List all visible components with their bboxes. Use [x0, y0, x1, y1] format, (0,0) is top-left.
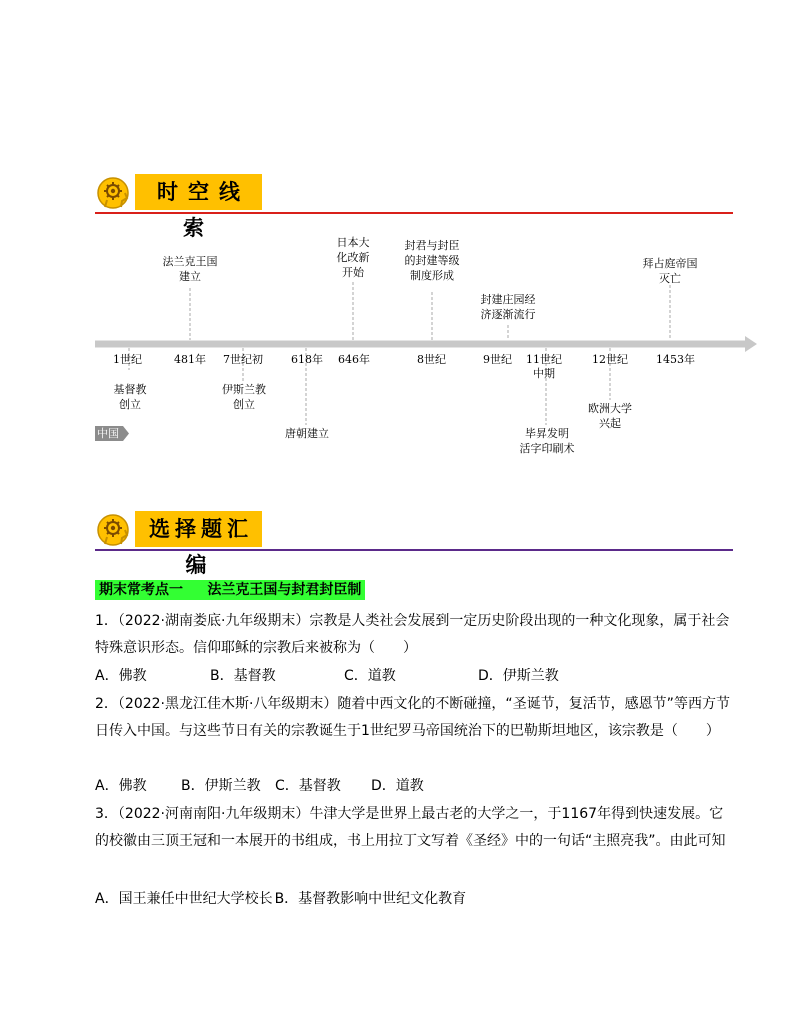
event-tang-dynasty: 唐朝建立 — [285, 427, 329, 440]
question-1: 1．（2022·湖南娄底·九年级期末）宗教是人类社会发展到一定历史阶段出现的一种文化现象，属于社会特殊意识形态。信仰耶稣的宗教后来被称为（ ） — [95, 613, 730, 656]
section-title-questions: 选择题汇编 — [135, 511, 262, 547]
event-feudal-hierarchy: 封君与封臣 的封建等级 制度形成 — [404, 239, 460, 282]
section-header-timeline — [95, 174, 733, 240]
event-christianity: 基督教 创立 — [113, 383, 147, 411]
year-11c: 11世纪 中期 — [526, 353, 562, 380]
head-gear-icon — [95, 174, 135, 214]
event-taika-reform: 日本大 化改新 开始 — [336, 236, 370, 279]
event-byzantine-fall: 拜占庭帝国 灭亡 — [642, 257, 698, 285]
year-1c: 1世纪 — [113, 353, 142, 366]
section-header-questions — [95, 511, 733, 577]
option-d: D．道教 — [371, 778, 424, 794]
header-divider — [95, 549, 733, 551]
key-point-title: 期末常考点一 法兰克王国与封君封臣制 — [95, 580, 365, 600]
option-c: C．基督教 — [275, 778, 341, 794]
year-9c: 9世纪 — [483, 353, 512, 366]
china-tag — [95, 426, 129, 441]
option-b: B．基督教影响中世纪文化教育 — [274, 891, 467, 907]
event-frankish-kingdom: 法兰克王国 建立 — [162, 255, 218, 283]
header-divider — [95, 212, 733, 214]
year-618: 618年 — [291, 353, 323, 366]
event-universities: 欧洲大学 兴起 — [588, 402, 632, 430]
china-tag-label: 中国 — [97, 427, 119, 440]
head-gear-icon — [95, 511, 135, 551]
option-a: A．佛教 — [95, 778, 147, 794]
option-b: B．伊斯兰教 — [181, 778, 261, 794]
timeline-arrow-icon — [745, 336, 757, 352]
question-3: 3．（2022·河南南阳·九年级期末）牛津大学是世界上最古老的大学之一，于1167年得到快速发展。它的校徽由三顶王冠和一本展开的书组成，书上用拉丁文写着《圣经》中的一句话“主照亮我”。由此可知 — [95, 806, 726, 849]
year-8c: 8世纪 — [417, 353, 446, 366]
event-movable-type: 毕昇发明 活字印刷术 — [519, 427, 575, 455]
option-d: D．伊斯兰教 — [478, 668, 559, 684]
question-1-options — [95, 666, 559, 686]
year-1453: 1453年 — [656, 353, 695, 366]
year-12c: 12世纪 — [592, 353, 628, 366]
option-b: B．基督教 — [210, 668, 276, 684]
section-title-timeline: 时空线索 — [135, 174, 262, 210]
year-481: 481年 — [174, 353, 206, 366]
event-manorial-economy: 封建庄园经 济逐渐流行 — [480, 293, 536, 321]
year-646: 646年 — [338, 353, 370, 366]
question-2: 2．（2022·黑龙江佳木斯·八年级期末）随着中西文化的不断碰撞，“圣诞节，复活节，感恩节”等西方节日传入中国。与这些节日有关的宗教诞生于1世纪罗马帝国统治下的巴勒斯坦地区，该宗教是（ ） — [95, 696, 730, 739]
year-7c: 7世纪初 — [223, 353, 263, 366]
option-c: C．道教 — [344, 668, 396, 684]
option-a: A．国王兼任中世纪大学校长 — [95, 891, 273, 907]
event-islam: 伊斯兰教 创立 — [222, 383, 266, 411]
question-2-options — [95, 776, 424, 796]
question-3-options — [95, 889, 466, 909]
timeline — [95, 230, 760, 465]
option-a: A．佛教 — [95, 668, 147, 684]
